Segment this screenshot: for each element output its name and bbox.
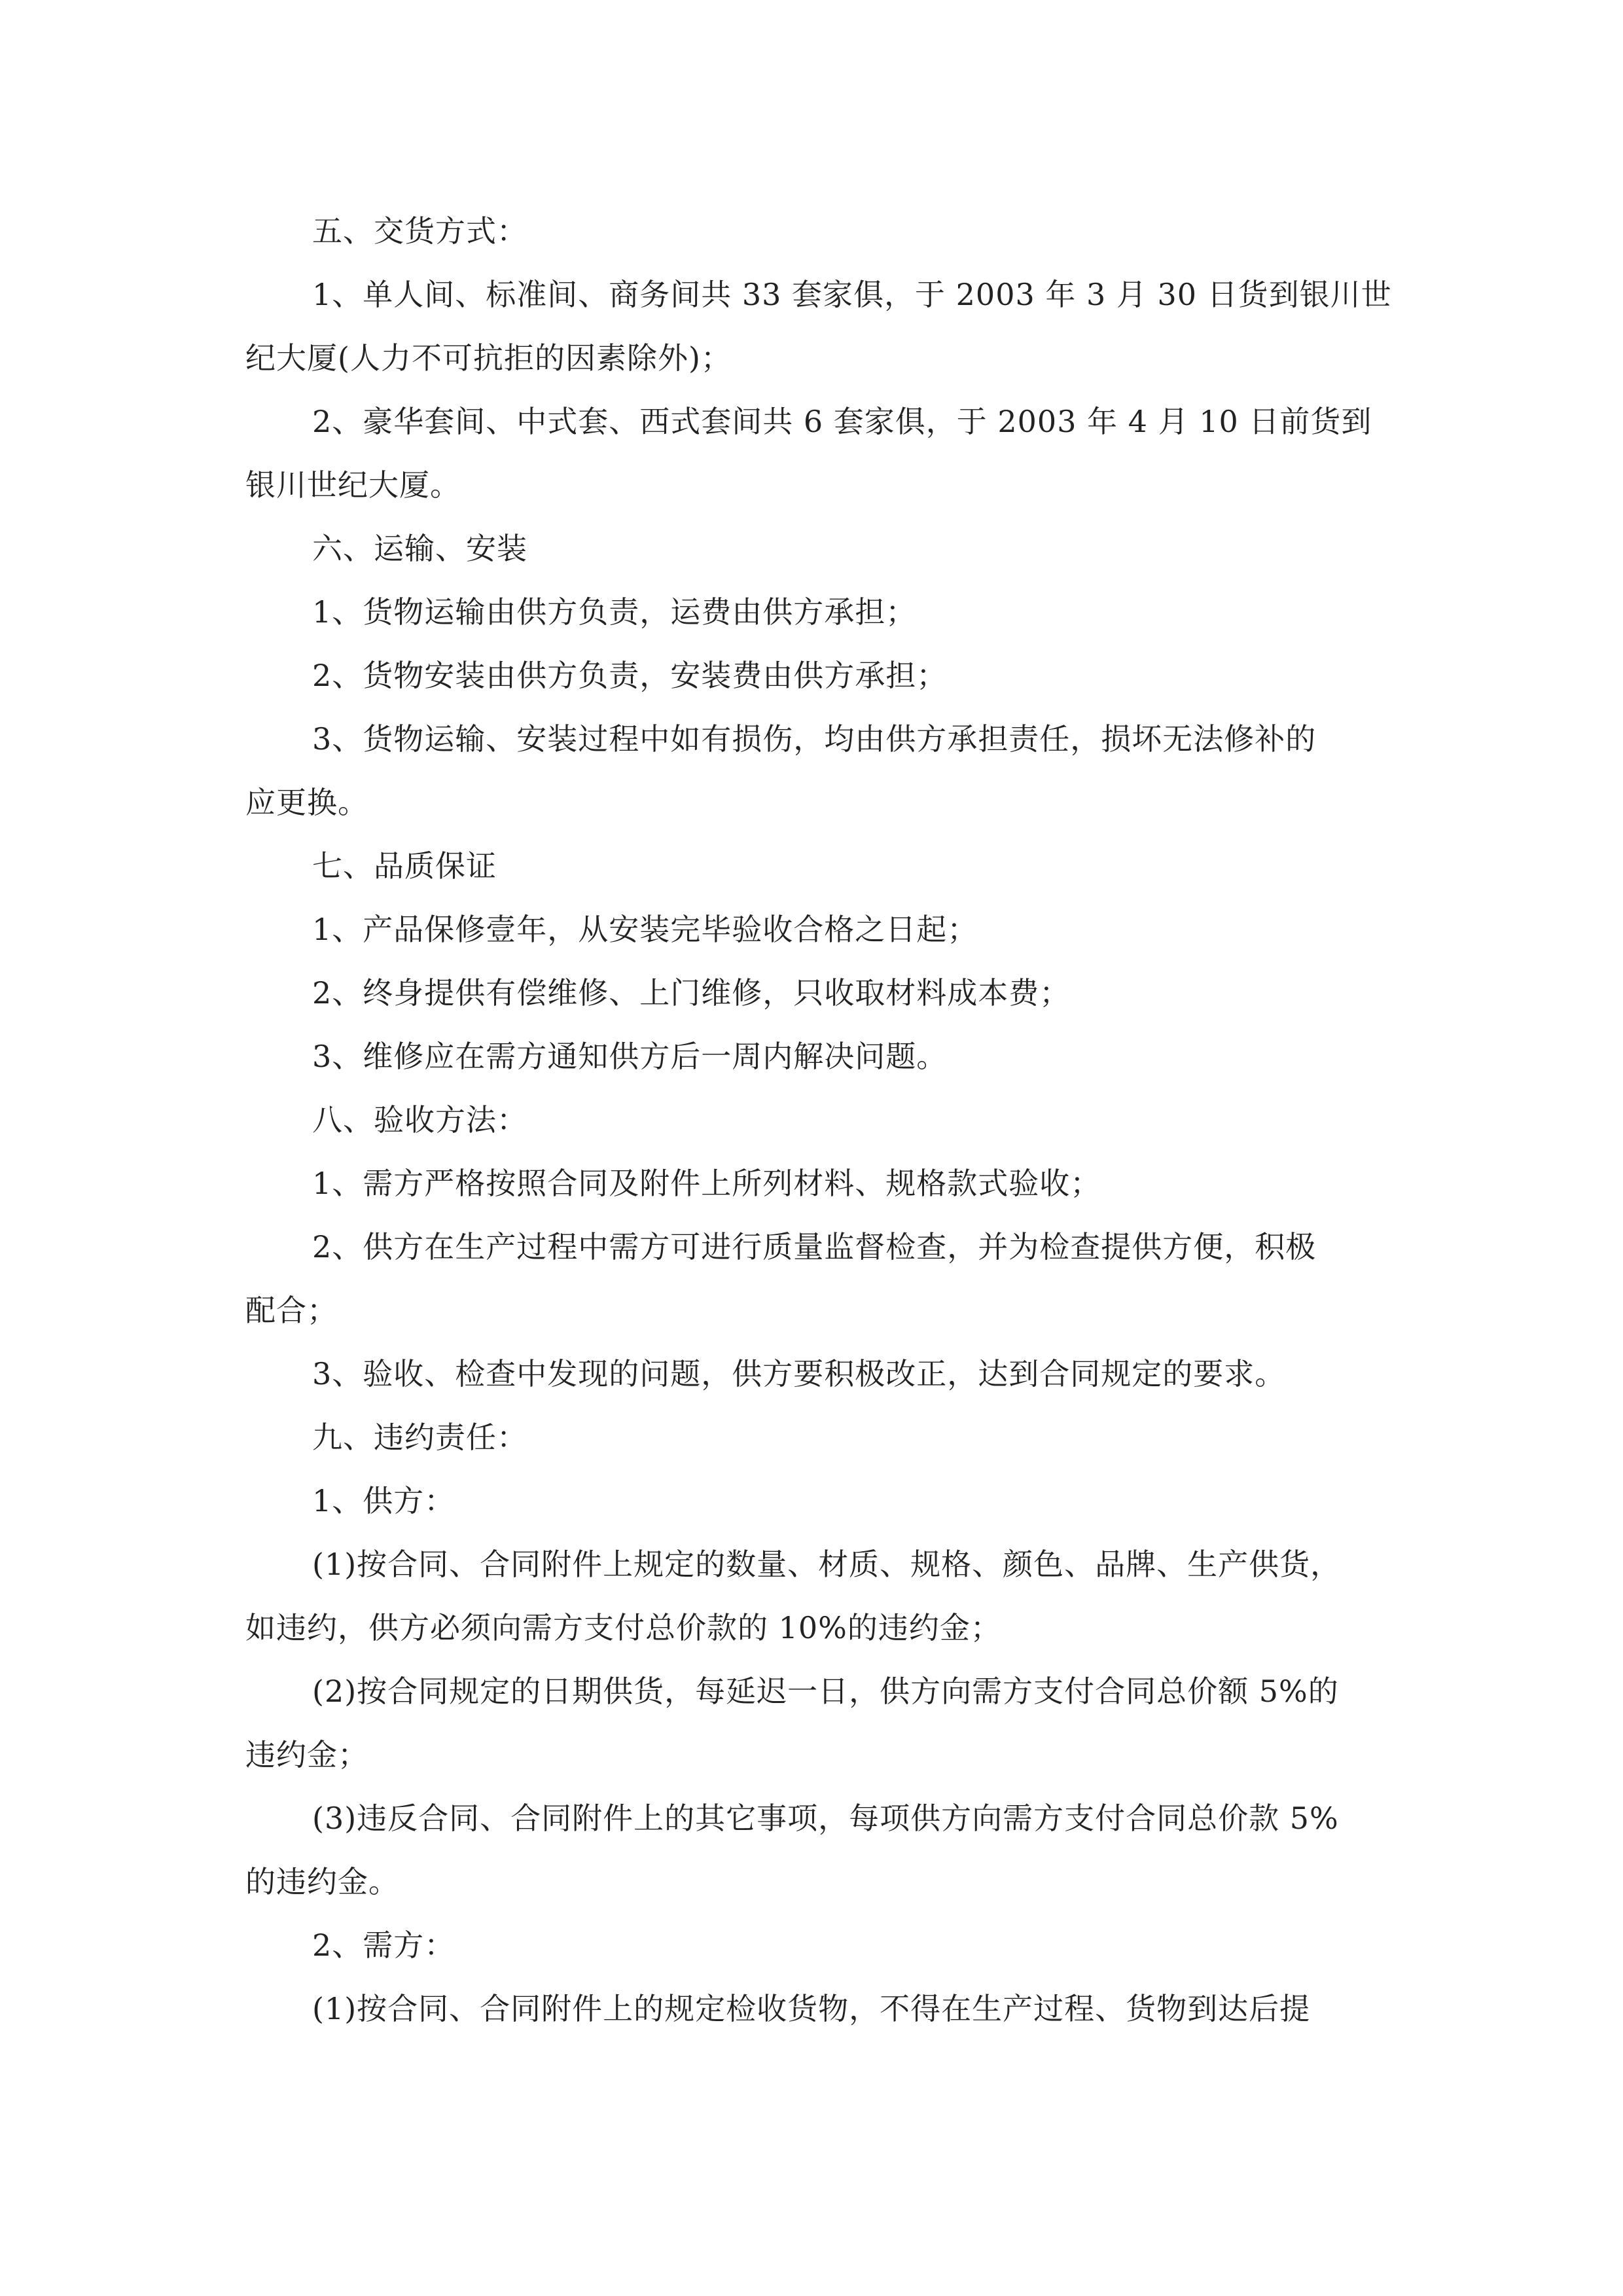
paragraph-line: 3、验收、检查中发现的问题，供方要积极改正，达到合同规定的要求。: [312, 1356, 1286, 1391]
section-heading-quality: 七、品质保证: [312, 848, 497, 884]
paragraph-line: (2)按合同规定的日期供货，每延迟一日，供方向需方支付合同总价额 5%的: [312, 1674, 1339, 1709]
paragraph-line: 如违约，供方必须向需方支付总价款的 10%的违约金；: [245, 1610, 1001, 1645]
section-heading-liability: 九、违约责任：: [312, 1420, 527, 1455]
paragraph-line: (1)按合同、合同附件上的规定检收货物，不得在生产过程、货物到达后提: [312, 1991, 1311, 2026]
subsection-heading-supplier: 1、供方：: [312, 1483, 455, 1518]
paragraph-line: 的违约金。: [245, 1864, 399, 1899]
paragraph-line: (3)违反合同、合同附件上的其它事项，每项供方向需方支付合同总价款 5%: [312, 1801, 1339, 1836]
section-heading-acceptance: 八、验收方法：: [312, 1102, 527, 1138]
paragraph-line: 应更换。: [245, 785, 368, 820]
paragraph-line: 银川世纪大厦。: [245, 467, 461, 503]
paragraph-line: 违约金；: [245, 1737, 368, 1772]
paragraph-line: 1、需方严格按照合同及附件上所列材料、规格款式验收；: [312, 1166, 1101, 1201]
paragraph-line: 2、供方在生产过程中需方可进行质量监督检查，并为检查提供方便，积极: [312, 1229, 1317, 1265]
paragraph-line: 1、货物运输由供方负责，运费由供方承担；: [312, 594, 917, 630]
paragraph-line: 3、维修应在需方通知供方后一周内解决问题。: [312, 1039, 948, 1074]
document-body: [245, 200, 1400, 2041]
paragraph-line: 3、货物运输、安装过程中如有损伤，均由供方承担责任，损坏无法修补的: [312, 721, 1317, 757]
paragraph-line: 2、货物安装由供方负责，安装费由供方承担；: [312, 658, 948, 693]
paragraph-line: 2、终身提供有偿维修、上门维修，只收取材料成本费；: [312, 975, 1071, 1011]
paragraph-line: 1、产品保修壹年，从安装完毕验收合格之日起；: [312, 912, 978, 947]
section-heading-delivery: 五、交货方式：: [312, 213, 527, 249]
paragraph-line: 纪大厦(人力不可抗拒的因素除外)；: [245, 340, 732, 376]
paragraph-line: 1、单人间、标准间、商务间共 33 套家俱，于 2003 年 3 月 30 日货到银川世: [312, 277, 1392, 312]
paragraph-line: 2、豪华套间、中式套、西式套间共 6 套家俱，于 2003 年 4 月 10 日前货到: [312, 404, 1372, 439]
subsection-heading-buyer: 2、需方：: [312, 1928, 455, 1963]
section-heading-transport: 六、运输、安装: [312, 531, 527, 566]
paragraph-line: (1)按合同、合同附件上规定的数量、材质、规格、颜色、品牌、生产供货，: [312, 1547, 1342, 1582]
paragraph-line: 配合；: [245, 1293, 338, 1328]
